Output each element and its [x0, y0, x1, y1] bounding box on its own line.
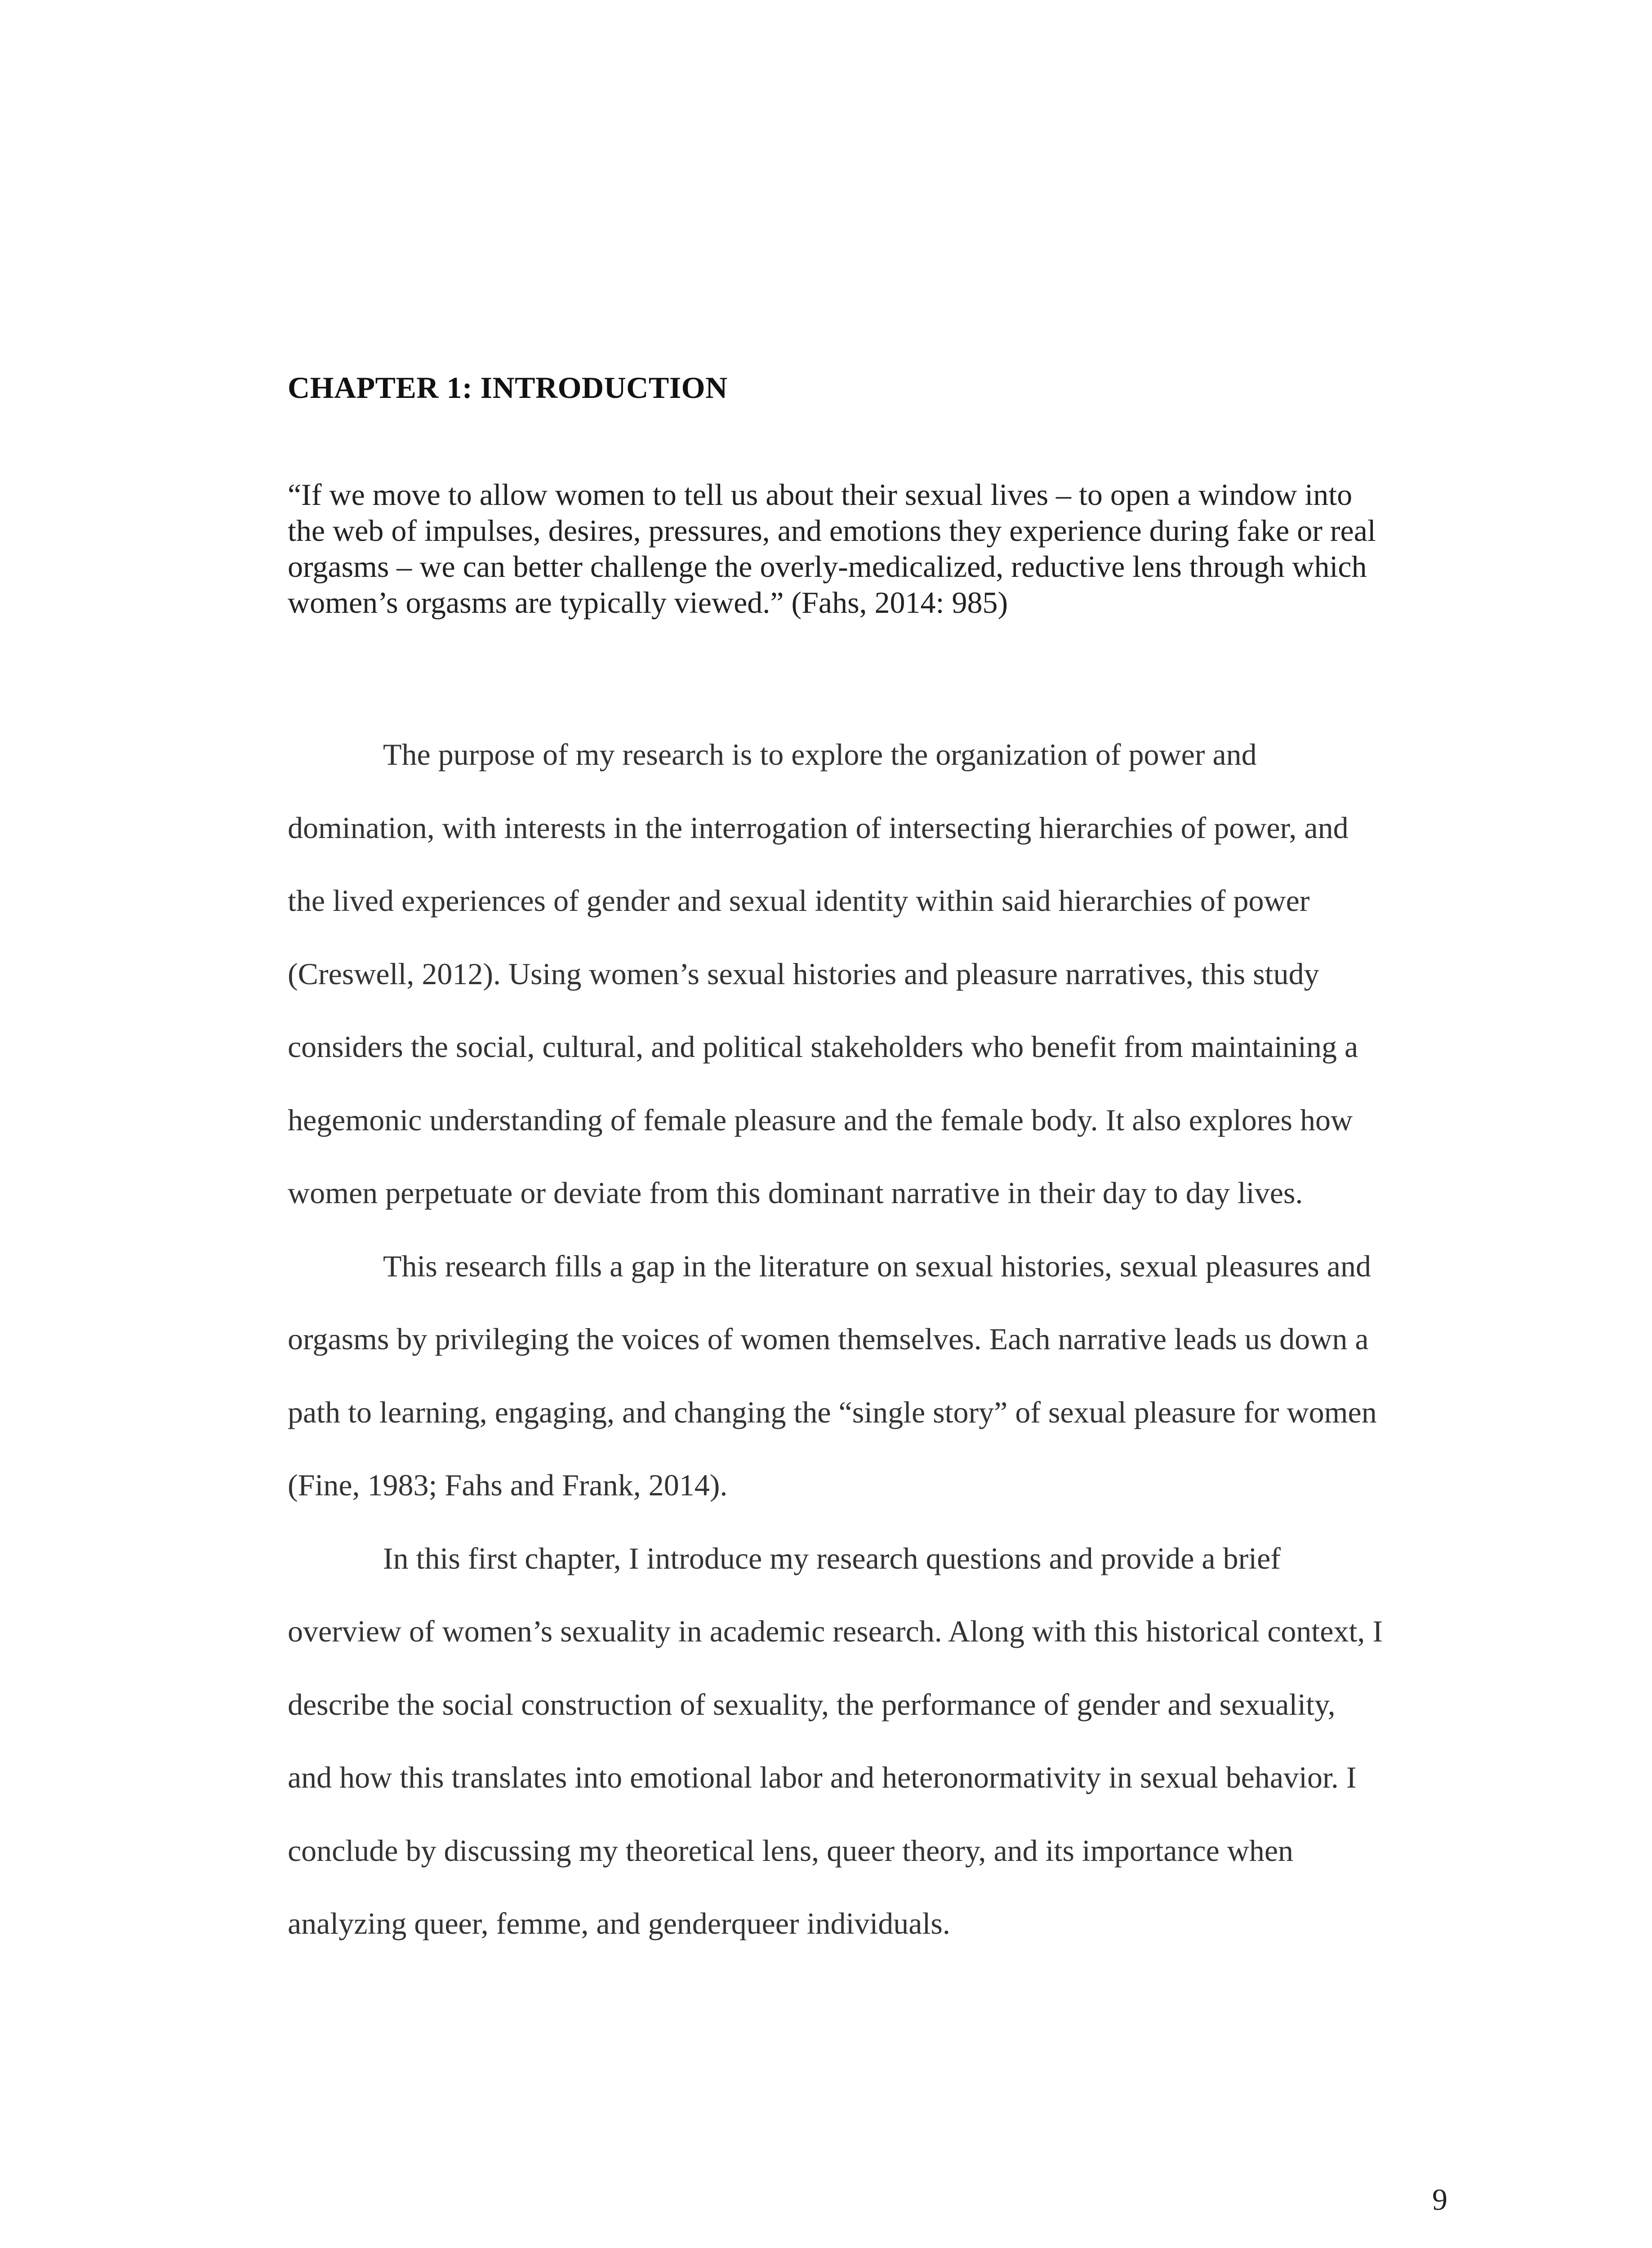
epigraph-line: the web of impulses, desires, pressures, and emotions they experience during fake or real — [288, 513, 1376, 548]
epigraph-quote — [288, 477, 1447, 620]
epigraph-line: women’s orgasms are typically viewed.” (Fahs, 2014: 985) — [288, 585, 1008, 620]
chapter-heading: CHAPTER 1: INTRODUCTION — [288, 370, 728, 405]
paragraph-gap — [288, 1248, 1447, 1540]
page-number: 9 — [1432, 2182, 1447, 2217]
body-line: This research fills a gap in the literature on sexual histories, sexual pleasures and — [383, 1249, 1371, 1283]
paragraph-purpose — [288, 736, 1447, 1248]
body-text — [288, 736, 1447, 1979]
body-line: hegemonic understanding of female pleasure and the female body. It also explores how — [288, 1102, 1353, 1137]
body-line: domination, with interests in the interrogation of intersecting hierarchies of power, and — [288, 810, 1349, 845]
body-line: describe the social construction of sexuality, the performance of gender and sexuality, — [288, 1687, 1336, 1722]
epigraph-line: orgasms – we can better challenge the overly-medicalized, reductive lens through which — [288, 549, 1367, 584]
body-line: conclude by discussing my theoretical lens, queer theory, and its importance when — [288, 1833, 1294, 1868]
body-line: (Creswell, 2012). Using women’s sexual histories and pleasure narratives, this study — [288, 956, 1319, 991]
body-line: path to learning, engaging, and changing the “single story” of sexual pleasure for women — [288, 1395, 1377, 1429]
body-line: women perpetuate or deviate from this dominant narrative in their day to day lives. — [288, 1176, 1303, 1210]
body-line: In this first chapter, I introduce my research questions and provide a brief — [383, 1541, 1281, 1575]
body-line: The purpose of my research is to explore the organization of power and — [383, 737, 1257, 772]
paragraph-overview — [288, 1540, 1447, 1979]
body-line: orgasms by privileging the voices of women themselves. Each narrative leads us down a — [288, 1322, 1369, 1356]
body-line: analyzing queer, femme, and genderqueer individuals. — [288, 1906, 950, 1940]
body-line: (Fine, 1983; Fahs and Frank, 2014). — [288, 1468, 728, 1502]
body-line: and how this translates into emotional labor and heteronormativity in sexual behavior. I — [288, 1760, 1357, 1794]
epigraph-line: “If we move to allow women to tell us about their sexual lives – to open a window into — [288, 477, 1353, 512]
body-line: overview of women’s sexuality in academic research. Along with this historical context, I — [288, 1614, 1383, 1648]
body-line: the lived experiences of gender and sexual identity within said hierarchies of power — [288, 883, 1310, 918]
body-line: considers the social, cultural, and political stakeholders who benefit from maintaining a — [288, 1030, 1358, 1064]
